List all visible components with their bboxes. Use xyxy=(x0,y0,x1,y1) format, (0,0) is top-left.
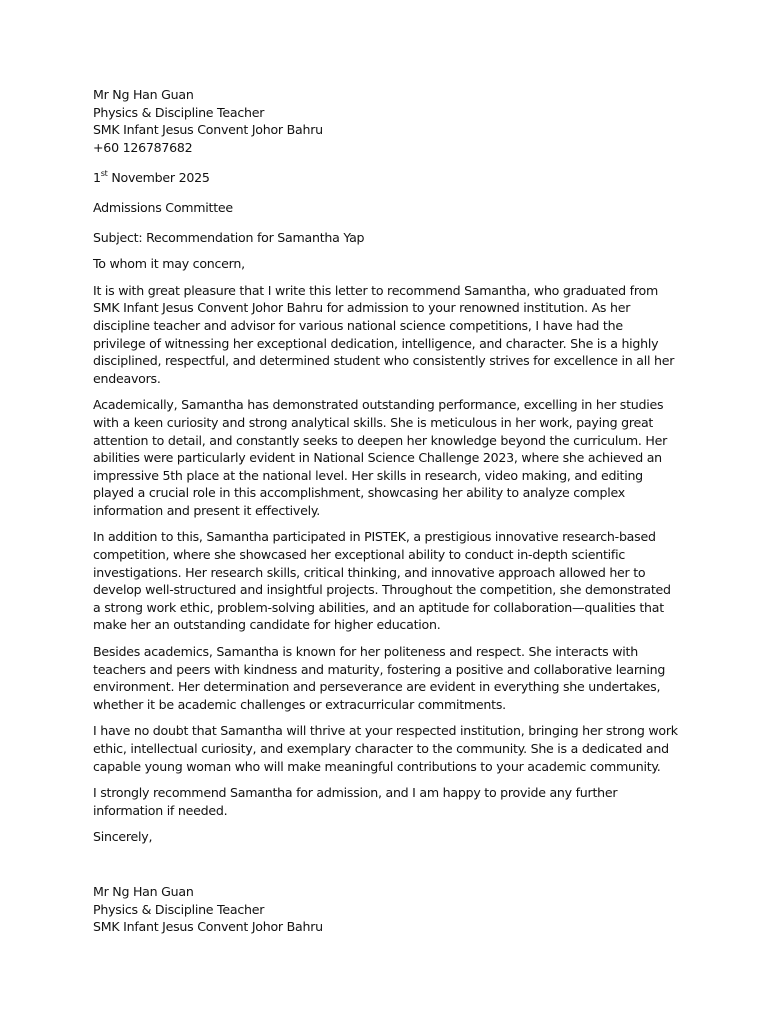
sender-title: Physics & Discipline Teacher xyxy=(93,104,265,120)
subject-line: Subject: Recommendation for Samantha Yap xyxy=(93,229,365,245)
signature-school: SMK Infant Jesus Convent Johor Bahru xyxy=(93,919,323,935)
sender-phone: +60 126787682 xyxy=(93,139,193,155)
sender-name: Mr Ng Han Guan xyxy=(93,87,194,102)
recipient: Admissions Committee xyxy=(93,199,233,215)
body-paragraph-4: Besides academics, Samantha is known for her politeness and respect. She interacts with teachers and peers with kindness and maturity, fostering a positive and collaborative learning environment. Her determination and perseverance are evident in everything she undertakes, whether it be academic challenges or extracurricular commitments. xyxy=(93,644,666,712)
letter-page xyxy=(93,86,678,936)
body-paragraph-3: In addition to this, Samantha participated in PISTEK, a prestigious innovative research-based competition, where she showcased her exceptional ability to conduct in-depth scientific investigations. Her research skills, critical thinking, and innovative approach allowed her to develop well-structured and insightful projects. Throughout the competition, she demonstrated a strong work ethic, problem-solving abilities, and an aptitude for collaboration—qualities that make her an outstanding candidate for higher education. xyxy=(93,529,671,633)
signature-name: Mr Ng Han Guan xyxy=(93,883,194,899)
body-paragraph-6: I strongly recommend Samantha for admission, and I am happy to provide any further information if needed. xyxy=(93,785,618,818)
date-suffix: st xyxy=(100,169,108,179)
salutation: To whom it may concern, xyxy=(93,256,245,272)
body-paragraph-2: Academically, Samantha has demonstrated outstanding performance, excelling in her studies with a keen curiosity and strong analytical skills. She is meticulous in her work, paying great attention to detail, and constantly seeks to deepen her knowledge beyond the curriculum. Her abilities were particularly evident in National Science Challenge 2023, where she achieved an impressive 5th place at the national level. Her skills in research, video making, and editing played a crucial role in this accomplishment, showcasing her ability to analyze complex information and present it effectively. xyxy=(93,397,667,518)
sender-school: SMK Infant Jesus Convent Johor Bahru xyxy=(93,122,323,138)
closing: Sincerely, xyxy=(93,829,153,845)
letter-date xyxy=(93,169,678,187)
body-paragraph-5: I have no doubt that Samantha will thrive at your respected institution, bringing her strong work ethic, intellectual curiosity, and exemplary character to the community. She is a dedicated and capable young woman who will make meaningful contributions to your academic community. xyxy=(93,723,678,774)
body-paragraph-1: It is with great pleasure that I write this letter to recommend Samantha, who graduated from SMK Infant Jesus Convent Johor Bahru for admission to your renowned institution. As her discipline teacher and advisor for various national science competitions, I have had the privilege of witnessing her exceptional dedication, intelligence, and character. She is a highly disciplined, respectful, and determined student who consistently strives for excellence in all her endeavors. xyxy=(93,282,675,386)
sender-block xyxy=(93,86,678,156)
signature-title: Physics & Discipline Teacher xyxy=(93,901,265,917)
date-rest: November 2025 xyxy=(107,170,210,186)
date-day: 1 xyxy=(93,170,101,186)
signature-block xyxy=(93,883,678,936)
